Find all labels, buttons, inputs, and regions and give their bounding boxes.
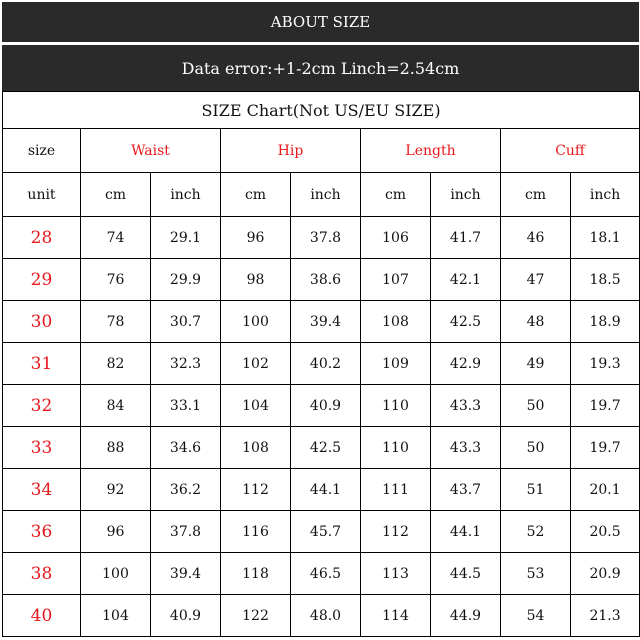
measure-cell: 37.8: [151, 511, 221, 553]
measure-cell: 107: [361, 259, 431, 301]
title-banner: [2, 2, 639, 42]
measure-cell: 118: [221, 553, 291, 595]
measure-cell: 19.7: [571, 427, 640, 469]
measure-cell: 92: [81, 469, 151, 511]
measure-cell: 48.0: [291, 595, 361, 637]
chart-title: SIZE Chart(Not US/EU SIZE): [3, 92, 640, 129]
measure-cell: 40.9: [151, 595, 221, 637]
header-hip: Hip: [221, 129, 361, 173]
banner-note: Data error:+1-2cm Linch=2.54cm: [181, 58, 460, 78]
header-length: Length: [361, 129, 501, 173]
measure-cell: 41.7: [431, 217, 501, 259]
unit-cell: cm: [81, 173, 151, 217]
measure-cell: 96: [81, 511, 151, 553]
measure-cell: 36.2: [151, 469, 221, 511]
measure-cell: 109: [361, 343, 431, 385]
measure-cell: 44.1: [431, 511, 501, 553]
measure-cell: 20.5: [571, 511, 640, 553]
measure-cell: 43.3: [431, 385, 501, 427]
measure-cell: 39.4: [291, 301, 361, 343]
measure-cell: 108: [361, 301, 431, 343]
measure-cell: 29.1: [151, 217, 221, 259]
table-row: [3, 217, 640, 259]
header-cuff: Cuff: [501, 129, 640, 173]
measure-cell: 39.4: [151, 553, 221, 595]
table-row: [3, 343, 640, 385]
measure-cell: 98: [221, 259, 291, 301]
measure-cell: 19.3: [571, 343, 640, 385]
measure-cell: 78: [81, 301, 151, 343]
table-row: [3, 427, 640, 469]
table-row: [3, 469, 640, 511]
table-row: [3, 595, 640, 637]
banner-title: ABOUT SIZE: [270, 13, 371, 31]
size-cell: 32: [3, 385, 81, 427]
measure-cell: 44.1: [291, 469, 361, 511]
measure-cell: 50: [501, 427, 571, 469]
measure-cell: 53: [501, 553, 571, 595]
measure-cell: 46: [501, 217, 571, 259]
unit-cell: cm: [361, 173, 431, 217]
measure-cell: 40.2: [291, 343, 361, 385]
header-row: [3, 129, 640, 173]
measure-cell: 42.1: [431, 259, 501, 301]
measure-cell: 32.3: [151, 343, 221, 385]
measure-cell: 51: [501, 469, 571, 511]
measure-cell: 112: [221, 469, 291, 511]
unit-cell: cm: [221, 173, 291, 217]
measure-cell: 18.1: [571, 217, 640, 259]
measure-cell: 44.9: [431, 595, 501, 637]
size-cell: 34: [3, 469, 81, 511]
measure-cell: 108: [221, 427, 291, 469]
measure-cell: 110: [361, 385, 431, 427]
measure-cell: 114: [361, 595, 431, 637]
measure-cell: 104: [221, 385, 291, 427]
note-banner: [2, 45, 639, 91]
measure-cell: 30.7: [151, 301, 221, 343]
unit-cell: inch: [151, 173, 221, 217]
unit-cell: inch: [291, 173, 361, 217]
measure-cell: 122: [221, 595, 291, 637]
header-size: size: [3, 129, 81, 173]
measure-cell: 29.9: [151, 259, 221, 301]
measure-cell: 21.3: [571, 595, 640, 637]
measure-cell: 113: [361, 553, 431, 595]
measure-cell: 76: [81, 259, 151, 301]
size-cell: 33: [3, 427, 81, 469]
measure-cell: 102: [221, 343, 291, 385]
measure-cell: 43.7: [431, 469, 501, 511]
measure-cell: 116: [221, 511, 291, 553]
measure-cell: 50: [501, 385, 571, 427]
measure-cell: 43.3: [431, 427, 501, 469]
measure-cell: 40.9: [291, 385, 361, 427]
measure-cell: 110: [361, 427, 431, 469]
measure-cell: 46.5: [291, 553, 361, 595]
measure-cell: 42.5: [291, 427, 361, 469]
measure-cell: 19.7: [571, 385, 640, 427]
measure-cell: 84: [81, 385, 151, 427]
measure-cell: 44.5: [431, 553, 501, 595]
size-cell: 29: [3, 259, 81, 301]
unit-label: unit: [3, 173, 81, 217]
measure-cell: 88: [81, 427, 151, 469]
measure-cell: 74: [81, 217, 151, 259]
unit-cell: inch: [571, 173, 640, 217]
size-cell: 31: [3, 343, 81, 385]
size-cell: 38: [3, 553, 81, 595]
measure-cell: 18.9: [571, 301, 640, 343]
table-row: [3, 301, 640, 343]
measure-cell: 42.5: [431, 301, 501, 343]
measure-cell: 20.1: [571, 469, 640, 511]
measure-cell: 47: [501, 259, 571, 301]
measure-cell: 42.9: [431, 343, 501, 385]
measure-cell: 38.6: [291, 259, 361, 301]
size-cell: 30: [3, 301, 81, 343]
measure-cell: 106: [361, 217, 431, 259]
measure-cell: 112: [361, 511, 431, 553]
measure-cell: 45.7: [291, 511, 361, 553]
size-chart-table: [2, 91, 640, 637]
size-cell: 28: [3, 217, 81, 259]
measure-cell: 111: [361, 469, 431, 511]
unit-row: [3, 173, 640, 217]
measure-cell: 49: [501, 343, 571, 385]
header-waist: Waist: [81, 129, 221, 173]
measure-cell: 96: [221, 217, 291, 259]
measure-cell: 100: [221, 301, 291, 343]
measure-cell: 82: [81, 343, 151, 385]
measure-cell: 33.1: [151, 385, 221, 427]
size-cell: 40: [3, 595, 81, 637]
measure-cell: 104: [81, 595, 151, 637]
measure-cell: 20.9: [571, 553, 640, 595]
table-row: [3, 259, 640, 301]
measure-cell: 37.8: [291, 217, 361, 259]
unit-cell: inch: [431, 173, 501, 217]
measure-cell: 34.6: [151, 427, 221, 469]
measure-cell: 52: [501, 511, 571, 553]
table-row: [3, 511, 640, 553]
measure-cell: 54: [501, 595, 571, 637]
table-row: [3, 385, 640, 427]
measure-cell: 18.5: [571, 259, 640, 301]
size-cell: 36: [3, 511, 81, 553]
table-row: [3, 553, 640, 595]
unit-cell: cm: [501, 173, 571, 217]
measure-cell: 48: [501, 301, 571, 343]
measure-cell: 100: [81, 553, 151, 595]
